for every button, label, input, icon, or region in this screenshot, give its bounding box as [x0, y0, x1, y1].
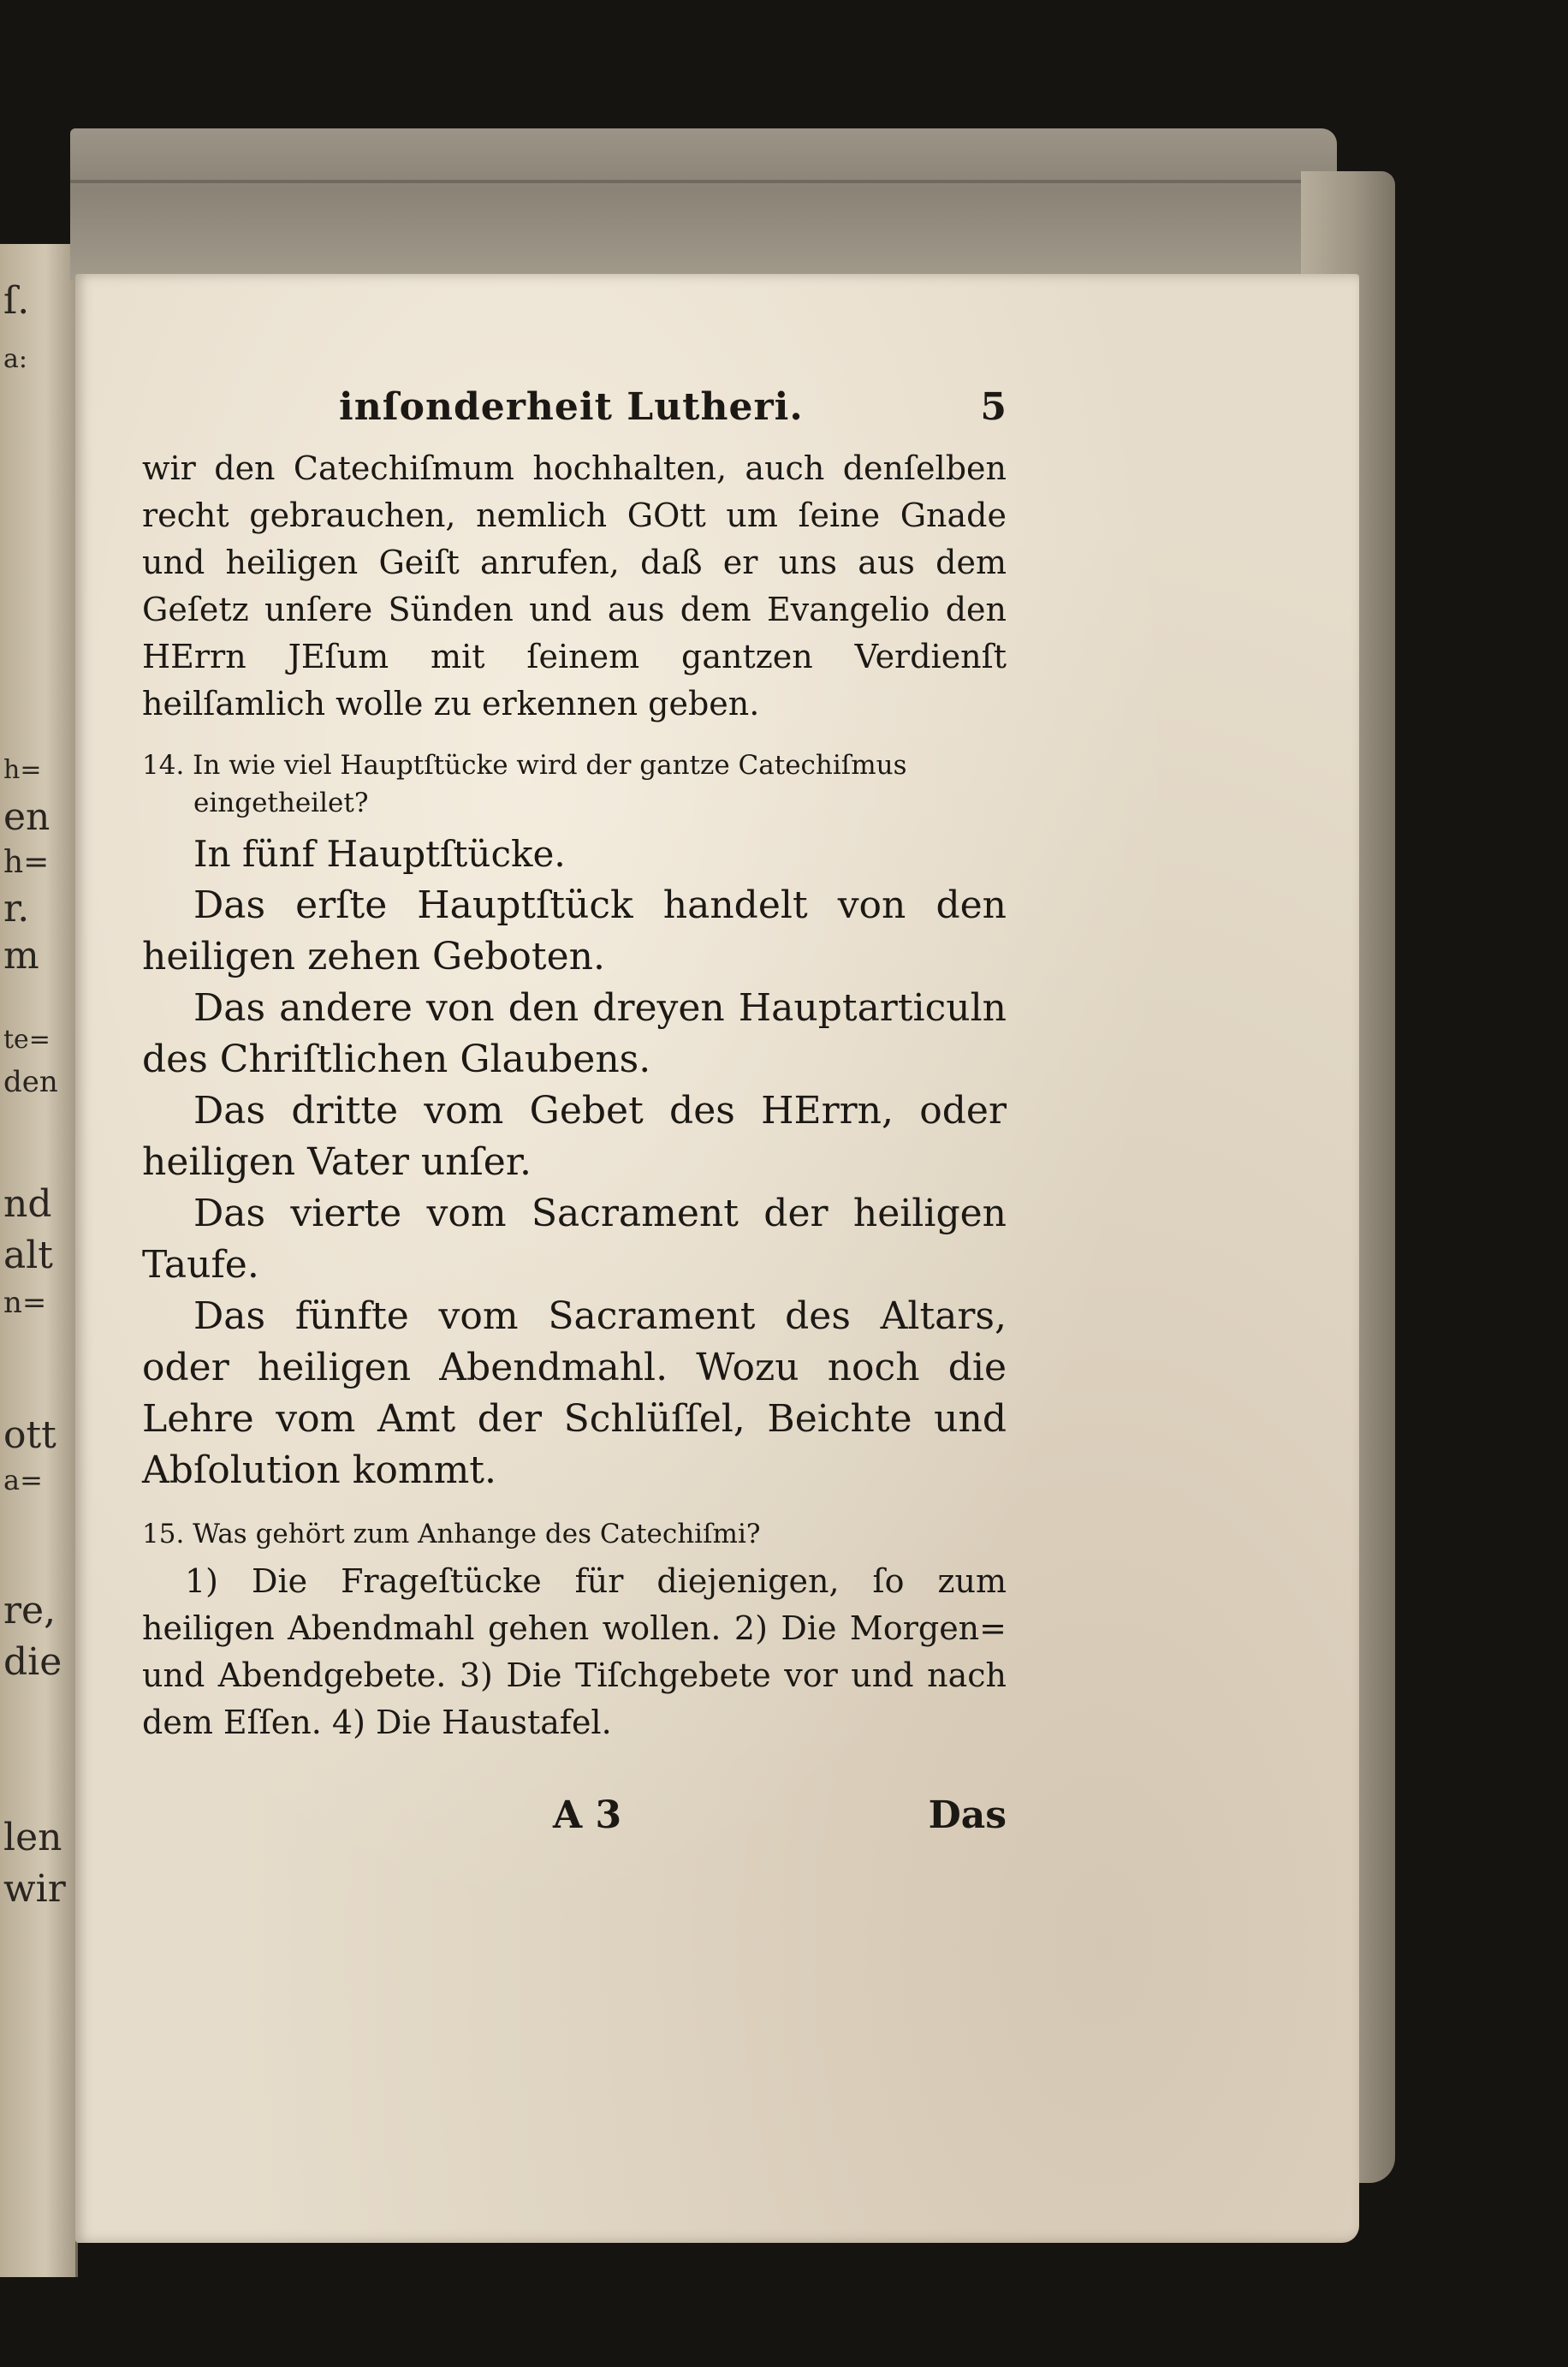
- book-page: [75, 274, 1359, 2243]
- book-top-edge: [70, 128, 1337, 281]
- left-fragment: nd: [3, 1182, 52, 1226]
- left-fragment: a=: [3, 1464, 43, 1496]
- left-fragment: alt: [3, 1234, 53, 1277]
- page-footer: [142, 1793, 1007, 1845]
- question-14: 14. In wie viel Hauptſtücke wird der gantze Catechiſmus eingetheilet?: [142, 750, 907, 818]
- left-fragment: a:: [3, 344, 27, 374]
- left-fragment: wir: [3, 1867, 66, 1911]
- answer-14-intro: In fünf Hauptſtücke.: [193, 833, 566, 875]
- left-fragment: h=: [3, 845, 50, 880]
- left-fragment: h=: [3, 755, 42, 785]
- page-number: 5: [980, 385, 1007, 429]
- left-fragment: len: [3, 1816, 62, 1859]
- list-item: Das erſte Hauptſtück handelt von den heiligen zehen Geboten.: [142, 883, 1007, 978]
- left-fragment: te=: [3, 1025, 50, 1055]
- running-head: [142, 385, 1007, 445]
- list-item: Das andere von den dreyen Hauptarticuln des Chriſtlichen Glaubens.: [142, 986, 1007, 1081]
- catchword: Das: [928, 1793, 1007, 1837]
- list-item: Das fünfte vom Sacrament des Altars, oder heiligen Abendmahl. Wozu noch die Lehre vom Amt der Schlüſſel, Beichte und Abſolution kommt.: [142, 1294, 1007, 1492]
- list-item: Das vierte vom Sacrament der heiligen Taufe.: [142, 1192, 1007, 1287]
- running-title: inſonderheit Lutheri.: [339, 385, 804, 429]
- left-fragment: den: [3, 1065, 58, 1099]
- left-fragment: en: [3, 795, 50, 839]
- list-item: Das dritte vom Gebet des HErrn, oder heiligen Vater unſer.: [142, 1089, 1007, 1184]
- answer-15: 1) Die Frageſtücke für diejenigen, ſo zum heiligen Abendmahl gehen wollen. 2) Die Morgen= und Abendgebete. 3) Die Tiſchgebete vor und nach dem Eſſen. 4) Die Haustafel.: [142, 1562, 1007, 1741]
- left-fragment: ott: [3, 1413, 56, 1457]
- left-fragment: m: [3, 934, 39, 978]
- question-15: 15. Was gehört zum Anhange des Catechiſmi?: [142, 1519, 761, 1549]
- left-fragment: n=: [3, 1286, 47, 1320]
- left-fragment: r.: [3, 887, 30, 931]
- page-text-block: [142, 385, 1007, 1845]
- left-fragment: ſ.: [3, 279, 30, 323]
- left-fragment: re,: [3, 1589, 56, 1633]
- intro-paragraph: wir den Catechiſmum hochhalten, auch denſelben recht gebrauchen, nemlich GOtt um ſeine Gnade und heiligen Geiſt anrufen, daß er uns aus dem Geſetz unſere Sünden und aus dem Evangelio den HErrn JEſum mit ſeinem gantzen Verdienſt heilſamlich wolle zu erkennen geben.: [142, 449, 1007, 723]
- signature-mark: A 3: [553, 1793, 622, 1837]
- previous-page-edge: [0, 244, 78, 2277]
- left-fragment: die: [3, 1640, 62, 1684]
